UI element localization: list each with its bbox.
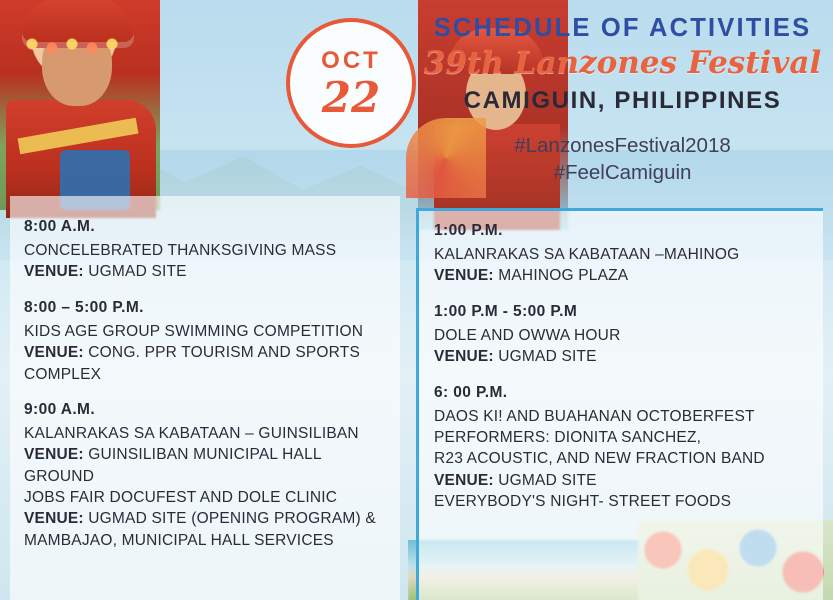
venue-label: VENUE: bbox=[434, 471, 494, 489]
schedule-entry bbox=[24, 299, 396, 385]
entry-venue-line bbox=[434, 346, 814, 367]
entry-detail-line bbox=[24, 466, 396, 487]
date-badge bbox=[286, 18, 416, 148]
schedule-entry bbox=[434, 303, 814, 368]
line-text: UGMAD SITE bbox=[493, 471, 597, 489]
line-text: GROUND bbox=[24, 467, 95, 485]
entry-detail-line bbox=[434, 427, 814, 448]
date-month: OCT bbox=[321, 47, 381, 74]
line-text: DAOS KI! AND BUAHANAN OCTOBERFEST bbox=[434, 407, 755, 425]
entry-detail-line bbox=[24, 530, 396, 551]
line-text: GUINSILIBAN MUNICIPAL HALL bbox=[83, 446, 322, 464]
schedule-column-left bbox=[24, 218, 396, 567]
festival-title: 39th Lanzones Festival bbox=[423, 45, 822, 81]
dancer-photo-left bbox=[0, 0, 160, 210]
entry-detail-line bbox=[434, 491, 814, 512]
line-text: UGMAD SITE bbox=[83, 263, 187, 281]
entry-detail-line bbox=[434, 448, 814, 469]
entry-detail-line bbox=[24, 321, 396, 342]
entry-detail-line bbox=[24, 364, 396, 385]
entry-detail-line bbox=[24, 240, 396, 261]
schedule-entry bbox=[434, 222, 814, 287]
line-text: KALANRAKAS SA KABATAAN – GUINSILIBAN bbox=[24, 424, 359, 442]
venue-label: VENUE: bbox=[24, 344, 84, 362]
venue-label: VENUE: bbox=[24, 510, 84, 528]
schedule-entry bbox=[24, 401, 396, 551]
festival-location: CAMIGUIN, PHILIPPINES bbox=[463, 87, 782, 114]
entry-venue-line bbox=[24, 261, 396, 282]
line-text: DOLE AND OWWA HOUR bbox=[434, 326, 621, 344]
entry-time: 1:00 P.M. bbox=[434, 222, 503, 239]
entry-time: 9:00 A.M. bbox=[24, 400, 96, 418]
entry-time: 8:00 A.M. bbox=[24, 218, 96, 235]
entry-venue-line bbox=[434, 265, 814, 286]
entry-venue-line bbox=[24, 444, 396, 465]
hashtag-block bbox=[420, 133, 825, 186]
entry-detail-line bbox=[434, 406, 814, 427]
line-text: MAMBAJAO, MUNICIPAL HALL SERVICES bbox=[24, 531, 334, 549]
page-title: SCHEDULE OF ACTIVITIES bbox=[433, 14, 812, 42]
venue-label: VENUE: bbox=[24, 263, 84, 281]
entry-venue-line bbox=[24, 342, 396, 363]
entry-detail-line bbox=[24, 423, 396, 444]
venue-label: VENUE: bbox=[24, 446, 84, 464]
schedule-entry bbox=[434, 384, 814, 513]
line-text: UGMAD SITE bbox=[493, 348, 597, 366]
line-text: KALANRAKAS SA KABATAAN –MAHINOG bbox=[434, 246, 740, 263]
venue-label: VENUE: bbox=[434, 267, 494, 285]
line-text: R23 ACOUSTIC, AND NEW FRACTION BAND bbox=[434, 450, 765, 468]
line-text: MAHINOG PLAZA bbox=[493, 267, 629, 285]
entry-time: 6: 00 P.M. bbox=[434, 383, 508, 401]
schedule-entry bbox=[24, 218, 396, 283]
entry-time: 8:00 – 5:00 P.M. bbox=[24, 298, 144, 316]
line-text: PERFORMERS: DIONITA SANCHEZ, bbox=[434, 428, 702, 446]
entry-detail-line bbox=[24, 487, 396, 508]
poster-header bbox=[420, 14, 825, 186]
line-text: KIDS AGE GROUP SWIMMING COMPETITION bbox=[24, 322, 364, 340]
hashtag-primary: #LanzonesFestival2018 bbox=[514, 134, 731, 157]
line-text: UGMAD SITE (OPENING PROGRAM) & bbox=[83, 510, 376, 528]
venue-label: VENUE: bbox=[434, 348, 494, 366]
hashtag-secondary: #FeelCamiguin bbox=[553, 160, 692, 184]
schedule-column-right bbox=[434, 222, 814, 528]
entry-detail-line bbox=[434, 244, 814, 265]
entry-venue-line bbox=[434, 470, 814, 491]
line-text: COMPLEX bbox=[24, 365, 102, 383]
entry-detail-line bbox=[434, 325, 814, 346]
line-text: EVERYBODY'S NIGHT- STREET FOODS bbox=[434, 493, 732, 510]
line-text: JOBS FAIR DOCUFEST AND DOLE CLINIC bbox=[24, 489, 338, 506]
date-day: 22 bbox=[321, 73, 381, 122]
entry-venue-line bbox=[24, 508, 396, 529]
line-text: CONCELEBRATED THANKSGIVING MASS bbox=[24, 242, 337, 259]
dancer-beads bbox=[24, 36, 132, 62]
entry-time: 1:00 P.M - 5:00 P.M bbox=[434, 302, 578, 320]
line-text: CONG. PPR TOURISM AND SPORTS bbox=[83, 344, 361, 362]
